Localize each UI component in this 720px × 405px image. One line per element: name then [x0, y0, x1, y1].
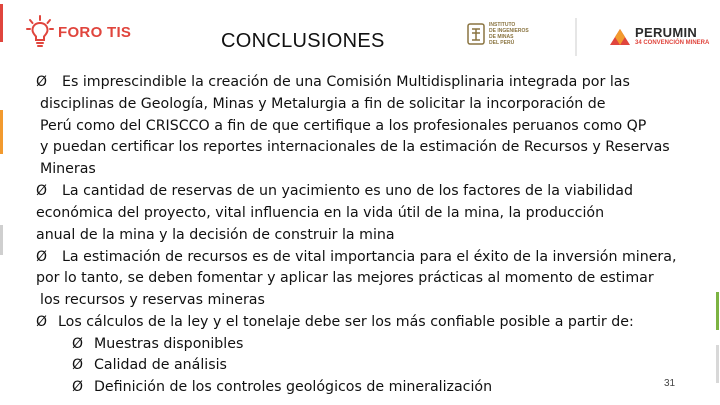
institute-emblem-icon: [466, 22, 486, 46]
sub-bullet-arrow-icon: Ø: [72, 357, 84, 373]
slide-header: [0, 0, 720, 62]
sub-bullet-text: Calidad de análisis: [94, 357, 227, 373]
sub-bullet-arrow-icon: Ø: [72, 336, 84, 352]
bullet-text: Es imprescindible la creación de una Comisión Multidisplinaria integrada por las: [62, 74, 630, 90]
header-divider: [575, 18, 577, 56]
bullet-line: por lo tanto, se deben fomentar y aplicar las mejores prácticas al momento de estimar: [36, 270, 654, 286]
bullet-text: La cantidad de reservas de un yacimiento es uno de los factores de la viabilidad: [62, 183, 633, 199]
bullet-arrow-icon: Ø: [36, 249, 48, 265]
bullet-line: [36, 247, 676, 267]
accent-bar-orange: [0, 110, 3, 154]
bullet-line: Perú como del CRISCCO a fin de que certifique a los profesionales peruanos como QP: [40, 118, 647, 134]
bullet-line: [36, 181, 633, 201]
bullet-line: disciplinas de Geología, Minas y Metalurgia a fin de solicitar la incorporación de: [40, 96, 606, 112]
institute-logo: [466, 22, 529, 46]
perumin-logo: [609, 26, 709, 47]
bullet-line: económica del proyecto, vital influencia en la vida útil de la mina, la producción: [36, 205, 605, 221]
bullet-arrow-icon: Ø: [36, 183, 48, 199]
bullet-line: anual de la mina y la decisión de construir la mina: [36, 227, 395, 243]
sub-bullet-text: Muestras disponibles: [94, 336, 244, 352]
bullet-line: Mineras: [40, 161, 96, 177]
sub-bullet-line: [72, 377, 492, 397]
institute-line: DE INGENIEROS: [489, 28, 529, 34]
accent-bar-green-right: [716, 292, 719, 330]
mountain-icon: [609, 27, 631, 47]
slide-title: CONCLUSIONES: [221, 30, 385, 52]
perumin-subtitle: 34 CONVENCIÓN MINERA: [635, 40, 710, 46]
institute-line: DEL PERÚ: [489, 40, 515, 46]
institute-line: INSTITUTO: [489, 22, 516, 28]
bullet-line: los recursos y reservas mineras: [40, 292, 265, 308]
bullet-line: [36, 72, 630, 92]
bullet-arrow-icon: Ø: [36, 74, 48, 90]
bullet-arrow-icon: Ø: [36, 314, 48, 330]
sub-bullet-line: [72, 355, 227, 375]
accent-bar-gray: [0, 225, 3, 255]
bullet-text: Los cálculos de la ley y el tonelaje debe ser los más confiable posible a partir de:: [58, 314, 634, 330]
bullet-line: y puedan certificar los reportes internacionales de la estimación de Recursos y Reservas: [40, 139, 670, 155]
sub-bullet-line: [72, 334, 243, 354]
institute-line: DE MINAS: [489, 34, 514, 40]
sub-bullet-arrow-icon: Ø: [72, 379, 84, 395]
page-number: 31: [664, 378, 676, 389]
lightbulb-icon: [26, 15, 54, 49]
bullet-text: La estimación de recursos es de vital importancia para el éxito de la inversión minera,: [62, 249, 677, 265]
bullet-line: [36, 312, 634, 332]
foro-tis-logo: [26, 14, 131, 50]
foro-tis-brand: FORO TIS: [58, 23, 132, 41]
perumin-brand: PERUMIN: [635, 25, 698, 40]
sub-bullet-text: Definición de los controles geológicos de mineralización: [94, 379, 493, 395]
accent-bar-gray-right: [716, 345, 719, 383]
